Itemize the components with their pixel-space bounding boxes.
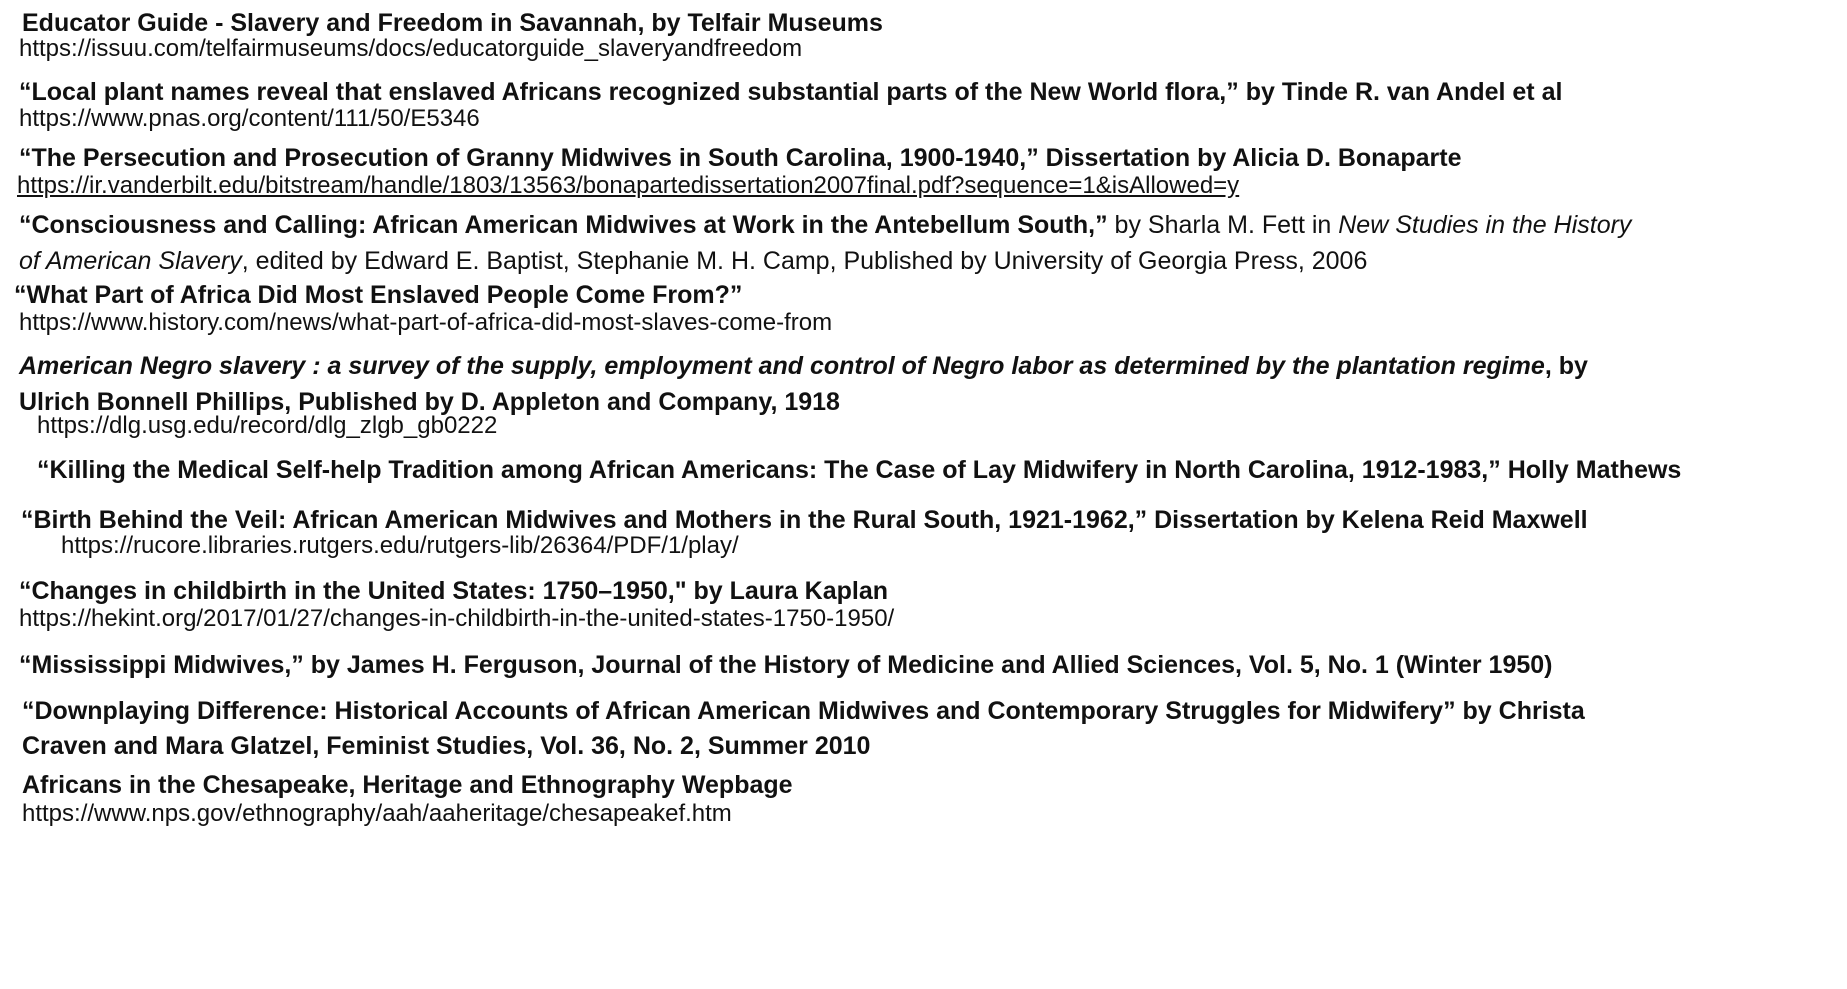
reference-title: “Killing the Medical Self-help Tradition among African Americans: The Case of Lay Midwifery in North Carolina, 1912-1983,” Holly Mathews [37,456,1682,484]
reference-citation [19,351,1588,381]
reference-title: “What Part of Africa Did Most Enslaved People Come From?” [14,281,743,309]
reference-link[interactable]: https://ir.vanderbilt.edu/bitstream/handle/1803/13563/bonapartedissertation2007final.pdf?sequence=1&isAllowed=y [17,172,1240,199]
reference-link[interactable]: https://hekint.org/2017/01/27/changes-in-childbirth-in-the-united-states-1750-1950/ [19,605,895,632]
book-title: American Negro slavery : a survey of the supply, employment and control of Negro labor as determined by the plantation regime [19,352,1545,380]
reference-title: Educator Guide - Slavery and Freedom in Savannah, by Telfair Museums [22,9,883,37]
reference-author: by Sharla M. Fett in [1107,211,1339,239]
reference-title: “Downplaying Difference: Historical Accounts of African American Midwives and Contemporary Struggles for Midwifery” by Christa [22,697,1585,725]
reference-author-publisher: Ulrich Bonnell Phillips, Published by D. Appleton and Company, 1918 [19,388,840,416]
reference-title: “Changes in childbirth in the United States: 1750–1950," by Laura Kaplan [19,577,889,605]
reference-link[interactable]: https://www.history.com/news/what-part-of-africa-did-most-slaves-come-from [19,309,833,336]
reference-by: , by [1544,352,1588,380]
reference-link[interactable]: https://dlg.usg.edu/record/dlg_zlgb_gb0222 [37,412,498,439]
reference-link[interactable]: https://rucore.libraries.rutgers.edu/rutgers-lib/26364/PDF/1/play/ [61,532,739,559]
book-title: New Studies in the History [1338,211,1632,239]
book-title: of American Slavery [19,247,242,275]
reference-title: Africans in the Chesapeake, Heritage and Ethnography Wepbage [22,771,793,799]
reference-link[interactable]: https://issuu.com/telfairmuseums/docs/educatorguide_slaveryandfreedom [19,35,803,62]
reference-title: “Local plant names reveal that enslaved Africans recognized substantial parts of the New World flora,” by Tinde R. van Andel et al [19,78,1563,106]
reference-link[interactable]: https://www.pnas.org/content/111/50/E5346 [19,105,480,132]
reference-citation-continued [19,246,1367,276]
reference-title: “Mississippi Midwives,” by James H. Ferguson, Journal of the History of Medicine and Allied Sciences, Vol. 5, No. 1 (Winter 1950) [19,651,1553,679]
publication-details: , edited by Edward E. Baptist, Stephanie M. H. Camp, Published by University of Georgia Press, 2006 [241,247,1368,275]
reference-citation [19,210,1631,240]
reference-link[interactable]: https://www.nps.gov/ethnography/aah/aaheritage/chesapeakef.htm [22,800,732,827]
reference-title: “Birth Behind the Veil: African American Midwives and Mothers in the Rural South, 1921-1962,” Dissertation by Kelena Reid Maxwell [21,506,1588,534]
reference-title-continued: Craven and Mara Glatzel, Feminist Studies, Vol. 36, No. 2, Summer 2010 [22,732,871,760]
reference-title: “Consciousness and Calling: African American Midwives at Work in the Antebellum South,” [19,211,1108,239]
reference-title: “The Persecution and Prosecution of Granny Midwives in South Carolina, 1900-1940,” Dissertation by Alicia D. Bonaparte [19,144,1462,172]
